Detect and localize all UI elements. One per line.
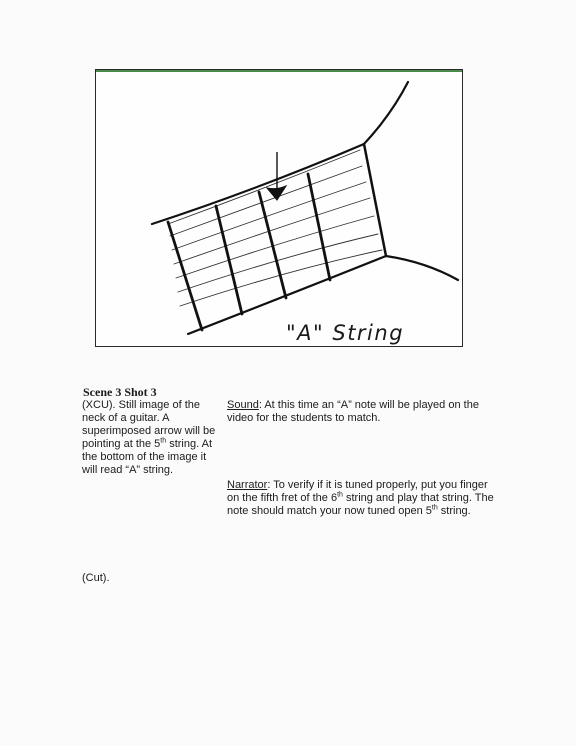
scene-heading: Scene 3 Shot 3 xyxy=(83,385,157,399)
narrator-superscript-1: th xyxy=(337,491,343,499)
shot-description xyxy=(82,399,217,477)
description-superscript: th xyxy=(160,437,167,445)
strings xyxy=(168,150,382,306)
sound-cue xyxy=(227,399,487,425)
fret-3 xyxy=(259,192,286,298)
narrator-cue xyxy=(227,479,502,518)
narrator-part2: string and play that string. The note should match your now tuned open 5 xyxy=(227,492,494,517)
narrator-part1: : To verify if it is tuned properly, put you finger on the fifth fret of the 6 xyxy=(227,479,488,504)
fret-4 xyxy=(308,174,330,280)
guitar-neck-sketch xyxy=(96,70,464,348)
description-line2: string. At the bottom of the image it will read “A” string. xyxy=(82,438,212,476)
cut-direction: (Cut). xyxy=(82,572,110,584)
neck-top-edge xyxy=(152,82,408,224)
narrator-part3: string. xyxy=(437,505,471,517)
sound-text: : At this time an “A” note will be played on the video for the students to match. xyxy=(227,399,479,424)
narrator-superscript-2: th xyxy=(431,504,438,512)
fret-2 xyxy=(216,206,242,314)
description-line1: (XCU). Still image of the neck of a guitar. A superimposed arrow will be pointing at the 5 xyxy=(82,399,216,450)
narrator-label: Narrator xyxy=(227,479,268,491)
illustration-caption: "A" String xyxy=(286,321,405,345)
illustration-frame xyxy=(95,69,463,347)
sound-label: Sound xyxy=(227,399,259,411)
fret-1 xyxy=(168,222,202,330)
neck-end xyxy=(364,144,386,256)
